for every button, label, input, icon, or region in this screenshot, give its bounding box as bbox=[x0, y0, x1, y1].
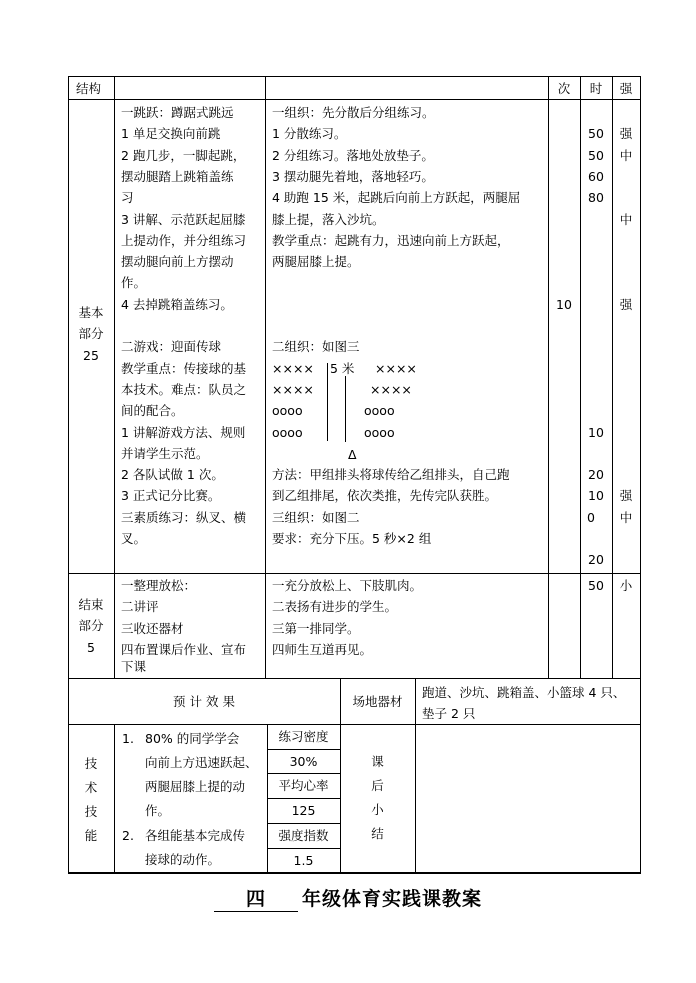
content-line: 教学重点：传接球的基 bbox=[121, 360, 247, 376]
skills-label: 技 术 技 能 bbox=[84, 756, 98, 843]
content-line: 下课 bbox=[121, 659, 147, 674]
formation-row: oooo bbox=[272, 424, 303, 440]
content-line: 叉。 bbox=[121, 531, 147, 546]
content-line: 1 单足交换向前跳 bbox=[121, 126, 221, 142]
venue-label: 场地器材 bbox=[352, 694, 403, 709]
content-line: 上提动作，并分组练习 bbox=[121, 232, 247, 248]
org-line: 1 分散练习。 bbox=[272, 126, 347, 142]
document-title bbox=[0, 884, 696, 912]
duration-value: 10 bbox=[588, 488, 604, 504]
header-duration: 时 bbox=[589, 81, 603, 96]
content-line: 2 各队试做 1 次。 bbox=[121, 467, 224, 483]
content-line: 本技术。难点：队员之 bbox=[121, 381, 247, 397]
basic-part-label: 基本 部分 25 bbox=[78, 305, 104, 363]
content-line: 3 讲解、示范跃起屈膝 bbox=[121, 211, 246, 227]
intensity-value: 中 bbox=[619, 211, 633, 227]
goal-line: 各组能基本完成传 bbox=[145, 828, 246, 843]
content-line: 习 bbox=[121, 190, 134, 206]
duration-value: 50 bbox=[588, 126, 604, 142]
intensity-value: 强 bbox=[619, 296, 633, 312]
intensity-value: 强 bbox=[619, 126, 633, 142]
goal-line: 向前上方迅速跃起、 bbox=[145, 755, 258, 770]
org-line: 三第一排同学。 bbox=[272, 620, 360, 636]
divider-line bbox=[345, 376, 346, 442]
content-line: 4 去掉跳箱盖练习。 bbox=[121, 296, 233, 312]
formation-row: ×××× bbox=[272, 381, 314, 397]
header-times: 次 bbox=[557, 81, 571, 96]
org-line: 方法：甲组排头将球传给乙组排头，自己跑 bbox=[272, 467, 510, 483]
org-line: 到乙组排尾，依次类推，先传完队获胜。 bbox=[272, 488, 498, 504]
org-line: 二组织：如图三 bbox=[272, 339, 360, 355]
content-line: 间的配合。 bbox=[121, 403, 184, 419]
content-line: 四布置课后作业、宣布 bbox=[121, 641, 247, 657]
divider-line bbox=[327, 363, 328, 441]
content-line: 三收还器材 bbox=[121, 620, 184, 636]
duration-value: 20 bbox=[588, 552, 604, 568]
org-line: 膝上提，落入沙坑。 bbox=[272, 211, 385, 227]
ending-intensity: 小 bbox=[619, 578, 633, 593]
duration-value: 80 bbox=[588, 190, 604, 206]
goal-line: 80% 的同学学会 bbox=[145, 731, 240, 746]
intensity-value: 强 bbox=[619, 488, 633, 504]
org-line: 三组织：如图二 bbox=[272, 509, 360, 525]
metric-value: 30% bbox=[289, 754, 318, 769]
metric-label: 练习密度 bbox=[278, 729, 329, 744]
header-intensity: 强 bbox=[619, 81, 633, 96]
intensity-value: 中 bbox=[619, 509, 633, 525]
goal-line: 接球的动作。 bbox=[145, 852, 221, 867]
metric-value: 1.5 bbox=[293, 853, 314, 868]
metric-label: 强度指数 bbox=[278, 828, 329, 843]
title-text: 年级体育实践课教案 bbox=[301, 888, 482, 910]
after-class-summary-label: 课 后 小 结 bbox=[371, 754, 384, 841]
grade-number: 四 bbox=[214, 884, 298, 912]
goal-line: 作。 bbox=[145, 803, 171, 818]
formation-row: oooo bbox=[272, 403, 303, 419]
content-line: 并请学生示范。 bbox=[121, 445, 209, 461]
venue-value: 跑道、沙坑、跳箱盖、小篮球 4 只、 bbox=[422, 685, 626, 700]
basic-times: 10 bbox=[556, 296, 572, 312]
formation-row: ×××× bbox=[370, 381, 412, 397]
metric-value: 125 bbox=[291, 803, 316, 818]
content-line: 作。 bbox=[121, 275, 147, 291]
content-line: 2 跑几步，一脚起跳， bbox=[121, 147, 246, 163]
header-structure: 结构 bbox=[76, 81, 102, 96]
org-line: 一充分放松上、下肢肌肉。 bbox=[272, 578, 423, 593]
duration-value: 60 bbox=[588, 168, 604, 184]
formation-row: ×××× bbox=[375, 360, 417, 376]
org-line: 2 分组练习。落地处放垫子。 bbox=[272, 147, 434, 163]
org-line: 3 摆动腿先着地，落地轻巧。 bbox=[272, 168, 434, 184]
goal-number: 1. bbox=[122, 731, 134, 746]
teacher-triangle: Δ bbox=[348, 447, 357, 462]
formation-row: ×××× bbox=[272, 360, 314, 376]
formation-row: oooo bbox=[364, 424, 395, 440]
org-line: 一组织：先分散后分组练习。 bbox=[272, 105, 435, 120]
org-line: 4 助跑 15 米，起跳后向前上方跃起，两腿屈 bbox=[272, 190, 521, 206]
goal-number: 2. bbox=[122, 828, 134, 843]
content-line: 摆动腿向前上方摆动 bbox=[121, 254, 234, 270]
content-line: 摆动腿踏上跳箱盖练 bbox=[121, 168, 234, 184]
goal-line: 两腿屈膝上提的动 bbox=[145, 779, 246, 794]
formation-row: oooo bbox=[364, 403, 395, 419]
duration-value: 50 bbox=[588, 147, 604, 163]
content-line: 3 正式记分比赛。 bbox=[121, 488, 221, 504]
org-line: 四师生互道再见。 bbox=[272, 641, 373, 657]
org-line: 要求：充分下压。5 秒×2 组 bbox=[272, 531, 432, 546]
distance-label: 5 米 bbox=[330, 360, 355, 376]
metric-label: 平均心率 bbox=[278, 778, 329, 793]
content-line: 二讲评 bbox=[121, 599, 159, 615]
content-line: 二游戏：迎面传球 bbox=[121, 339, 222, 355]
duration-value: 0 bbox=[587, 509, 595, 525]
ending-duration: 50 bbox=[588, 578, 604, 593]
org-line: 教学重点：起跳有力，迅速向前上方跃起， bbox=[272, 232, 510, 248]
duration-value: 10 bbox=[588, 424, 604, 440]
org-line: 两腿屈膝上提。 bbox=[272, 254, 360, 270]
duration-value: 20 bbox=[588, 467, 604, 483]
content-line: 三素质练习：纵叉、横 bbox=[121, 509, 247, 525]
intensity-value: 中 bbox=[619, 147, 633, 163]
venue-value: 垫子 2 只 bbox=[422, 706, 476, 721]
org-line: 二表扬有进步的学生。 bbox=[272, 599, 398, 615]
content-line: 一整理放松： bbox=[121, 578, 197, 593]
expected-effect-label: 预 计 效 果 bbox=[173, 694, 235, 709]
content-line: 1 讲解游戏方法、规则 bbox=[121, 424, 246, 440]
ending-part-label: 结束 部分 5 bbox=[78, 597, 104, 655]
content-line: 一跳跃：蹲踞式跳远 bbox=[121, 105, 234, 120]
